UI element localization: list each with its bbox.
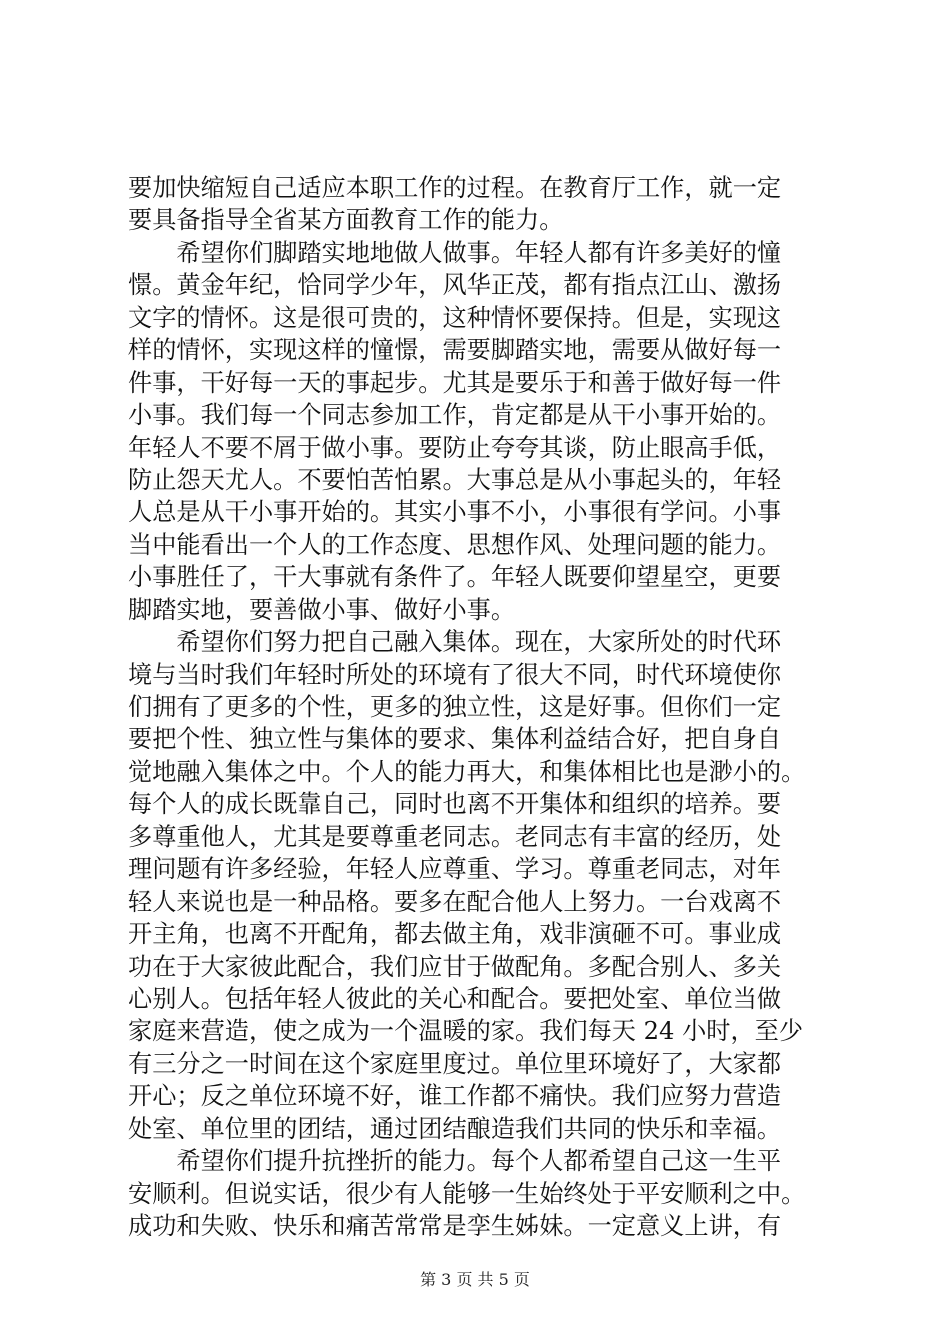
- page-number-footer: 第 3 页 共 5 页: [420, 1270, 530, 1289]
- text-line: 要把个性、独立性与集体的要求、集体利益结合好，把自身自: [128, 725, 782, 754]
- text-line: 防止怨天尤人。不要怕苦怕累。大事总是从小事起头的，年轻: [128, 465, 782, 494]
- text-line: 脚踏实地，要善做小事、做好小事。: [128, 595, 516, 624]
- text-line: 年轻人不要不屑于做小事。要防止夸夸其谈，防止眼高手低，: [128, 433, 782, 462]
- text-line: 要具备指导全省某方面教育工作的能力。: [128, 206, 564, 235]
- text-line: 小事胜任了，干大事就有条件了。年轻人既要仰望星空，更要: [128, 563, 782, 592]
- text-line: 文字的情怀。这是很可贵的，这种情怀要保持。但是，实现这: [128, 303, 782, 332]
- text-line: 开心；反之单位环境不好，谁工作都不痛快。我们应努力营造: [128, 1082, 782, 1111]
- text-line: 当中能看出一个人的工作态度、思想作风、处理问题的能力。: [128, 530, 782, 559]
- text-line: 功在于大家彼此配合，我们应甘于做配角。多配合别人、多关: [128, 952, 782, 981]
- text-line: 希望你们努力把自己融入集体。现在，大家所处的时代环: [128, 628, 782, 657]
- text-line: 要加快缩短自己适应本职工作的过程。在教育厅工作，就一定: [128, 174, 782, 202]
- text-line: 样的情怀，实现这样的憧憬，需要脚踏实地，需要从做好每一: [128, 336, 782, 365]
- text-line: 安顺利。但说实话，很少有人能够一生始终处于平安顺利之中。: [128, 1179, 806, 1208]
- text-line: 开主角，也离不开配角，都去做主角，戏非演砸不可。事业成: [128, 920, 782, 949]
- text-line: 人总是从干小事开始的。其实小事不小，小事很有学问。小事: [128, 498, 782, 527]
- text-line: 每个人的成长既靠自己，同时也离不开集体和组织的培养。要: [128, 790, 782, 819]
- text-line: 希望你们提升抗挫折的能力。每个人都希望自己这一生平: [128, 1147, 782, 1176]
- text-line: 件事，干好每一天的事起步。尤其是要乐于和善于做好每一件: [128, 368, 782, 397]
- text-line: 多尊重他人，尤其是要尊重老同志。老同志有丰富的经历，处: [128, 822, 782, 851]
- text-line: 成功和失败、快乐和痛苦常常是孪生姊妹。一定意义上讲，有: [128, 1212, 782, 1240]
- text-line: 家庭来营造，使之成为一个温暖的家。我们每天 24 小时，至少: [128, 1017, 804, 1046]
- text-line: 境与当时我们年轻时所处的环境有了很大不同，时代环境使你: [128, 660, 782, 689]
- text-line: 憬。黄金年纪，恰同学少年，风华正茂，都有指点江山、激扬: [128, 271, 782, 300]
- text-line: 小事。我们每一个同志参加工作，肯定都是从干小事开始的。: [128, 401, 782, 430]
- text-line: 处室、单位里的团结，通过团结酿造我们共同的快乐和幸福。: [128, 1114, 782, 1143]
- text-line: 轻人来说也是一种品格。要多在配合他人上努力。一台戏离不: [128, 887, 782, 916]
- document-body: [128, 172, 836, 1242]
- text-line: 觉地融入集体之中。个人的能力再大，和集体相比也是渺小的。: [128, 757, 806, 786]
- text-line: 希望你们脚踏实地地做人做事。年轻人都有许多美好的憧: [128, 238, 782, 267]
- text-line: 们拥有了更多的个性，更多的独立性，这是好事。但你们一定: [128, 693, 782, 721]
- text-line: 理问题有许多经验，年轻人应尊重、学习。尊重老同志，对年: [128, 855, 782, 884]
- text-line: 有三分之一时间在这个家庭里度过。单位里环境好了，大家都: [128, 1049, 782, 1078]
- text-line: 心别人。包括年轻人彼此的关心和配合。要把处室、单位当做: [128, 984, 782, 1013]
